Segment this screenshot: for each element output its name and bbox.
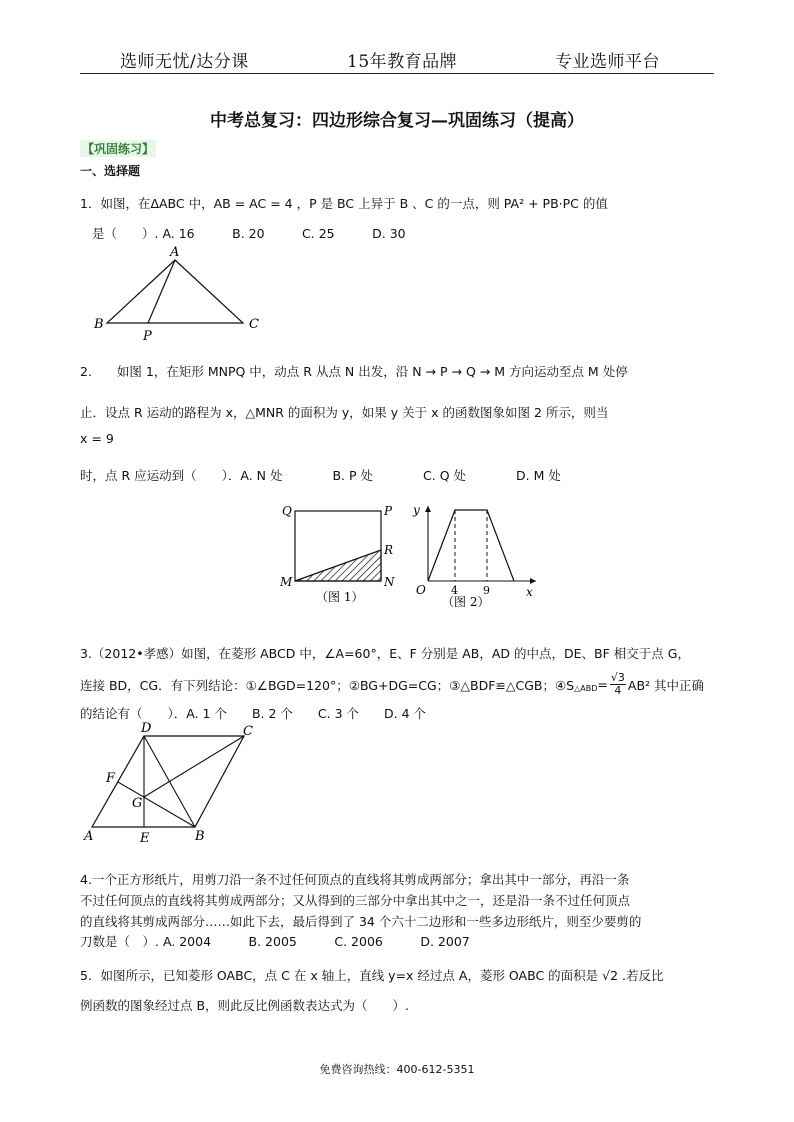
q2-fig2-label-x: x (526, 585, 533, 599)
q2-line1: 2. 如图 1，在矩形 MNPQ 中，动点 R 从点 N 出发，沿 N → P → Q → M 方向运动至点 M 处停 (80, 364, 628, 379)
q3-line2 (80, 672, 704, 697)
q3-label-f: F (106, 771, 116, 786)
q2-fig2-tick-9: 9 (483, 584, 490, 597)
q2-fig2-tick-4: 4 (451, 584, 458, 597)
q2-fig1-label-m: M (280, 575, 293, 589)
q2-function-graph (408, 498, 548, 613)
q3-label-c: C (243, 724, 253, 739)
header-divider (80, 73, 714, 74)
footer-hotline: 免费咨询热线：400-612-5351 (319, 1063, 475, 1076)
q2-line3: x = 9 (80, 431, 114, 446)
q1-label-c: C (249, 317, 259, 332)
q1-line2: 是（ ）. A. 16 B. 20 C. 25 D. 30 (92, 226, 406, 241)
q3-label-d: D (141, 721, 152, 736)
q2-fig1-label-n: N (384, 575, 395, 589)
header-left: 选师无忧/达分课 (120, 52, 249, 72)
q3-label-e: E (140, 831, 150, 845)
q2-fig1-label-p: P (384, 504, 393, 518)
q3-label-a: A (84, 829, 94, 844)
header-right: 专业选师平台 (555, 52, 660, 72)
q1-line1: 1．如图，在ΔABC 中，AB = AC = 4 ，P 是 BC 上异于 B 、C 的一点，则 PA² + PB·PC 的值 (80, 196, 608, 211)
q3-line3: 的结论有（ ）．A. 1 个 B. 2 个 C. 3 个 D. 4 个 (80, 706, 427, 721)
section-tag: 【巩固练习】 (82, 142, 155, 156)
q4-line3: 的直线将其剪成两部分……如此下去，最后得到了 34 个六十二边形和一些多边形纸片，则至少要剪的 (80, 914, 642, 929)
q3-frac-den: 4 (614, 684, 622, 697)
q3-rhombus-figure (78, 720, 268, 845)
q5-line2: 例函数的图象经过点 B，则此反比例函数表达式为（ ）. (80, 998, 410, 1013)
q2-line2: 止．设点 R 运动的路程为 x，△MNR 的面积为 y，如果 y 关于 x 的函数图象如图 2 所示，则当 (80, 405, 609, 420)
q3-label-g: G (132, 796, 143, 811)
q3-fraction (610, 672, 626, 697)
q4-line1: 4.一个正方形纸片，用剪刀沿一条不过任何顶点的直线将其剪成两部分；拿出其中一部分，再沿一条 (80, 872, 630, 887)
q3-line1: 3.（2012•孝感）如图，在菱形 ABCD 中，∠A=60°，E、F 分别是 AB，AD 的中点，DE、BF 相交于点 G， (80, 646, 690, 661)
q2-fig1-label-q: Q (282, 504, 292, 518)
q1-label-b: B (94, 317, 104, 332)
q1-triangle-figure (90, 244, 270, 344)
q1-label-p: P (143, 329, 152, 344)
q3-frac-num: √3 (610, 671, 625, 684)
q2-fig2-caption: （图 2） (442, 595, 490, 609)
q1-label-a: A (170, 245, 180, 260)
q2-rectangle-figure (276, 498, 406, 613)
q3-line2-c: AB² 其中正确 (627, 677, 705, 693)
page-title: 中考总复习：四边形综合复习—巩固练习（提高） (210, 111, 584, 131)
q2-fig1-label-r: R (384, 543, 394, 557)
q3-line2-b: = (597, 677, 608, 692)
q3-line2-a: 连接 BD，CG．有下列结论：①∠BGD=120°；②BG+DG=CG；③△BDF≌△CGB；④S (80, 677, 575, 693)
q2-fig2-label-y: y (413, 503, 420, 517)
q4-line2: 不过任何顶点的直线将其剪成两部分；又从得到的三部分中拿出其中之一，还是沿一条不过任何顶点 (80, 893, 631, 908)
q2-line4: 时，点 R 应运动到（ ）．A. N 处 B. P 处 C. Q 处 D. M 处 (80, 468, 561, 483)
q4-line4: 刀数是（ ）. A. 2004 B. 2005 C. 2006 D. 2007 (80, 934, 470, 949)
q3-subscript: △ABD (574, 684, 598, 693)
header-center: 15年教育品牌 (347, 52, 458, 72)
q2-fig2-label-o: O (416, 583, 426, 597)
q5-line1: 5．如图所示，已知菱形 OABC，点 C 在 x 轴上，直线 y=x 经过点 A，菱形 OABC 的面积是 √2 .若反比 (80, 968, 664, 983)
q2-fig1-caption: （图 1） (316, 590, 364, 604)
q3-label-b: B (195, 829, 205, 844)
section-heading: 一、选择题 (80, 164, 141, 178)
